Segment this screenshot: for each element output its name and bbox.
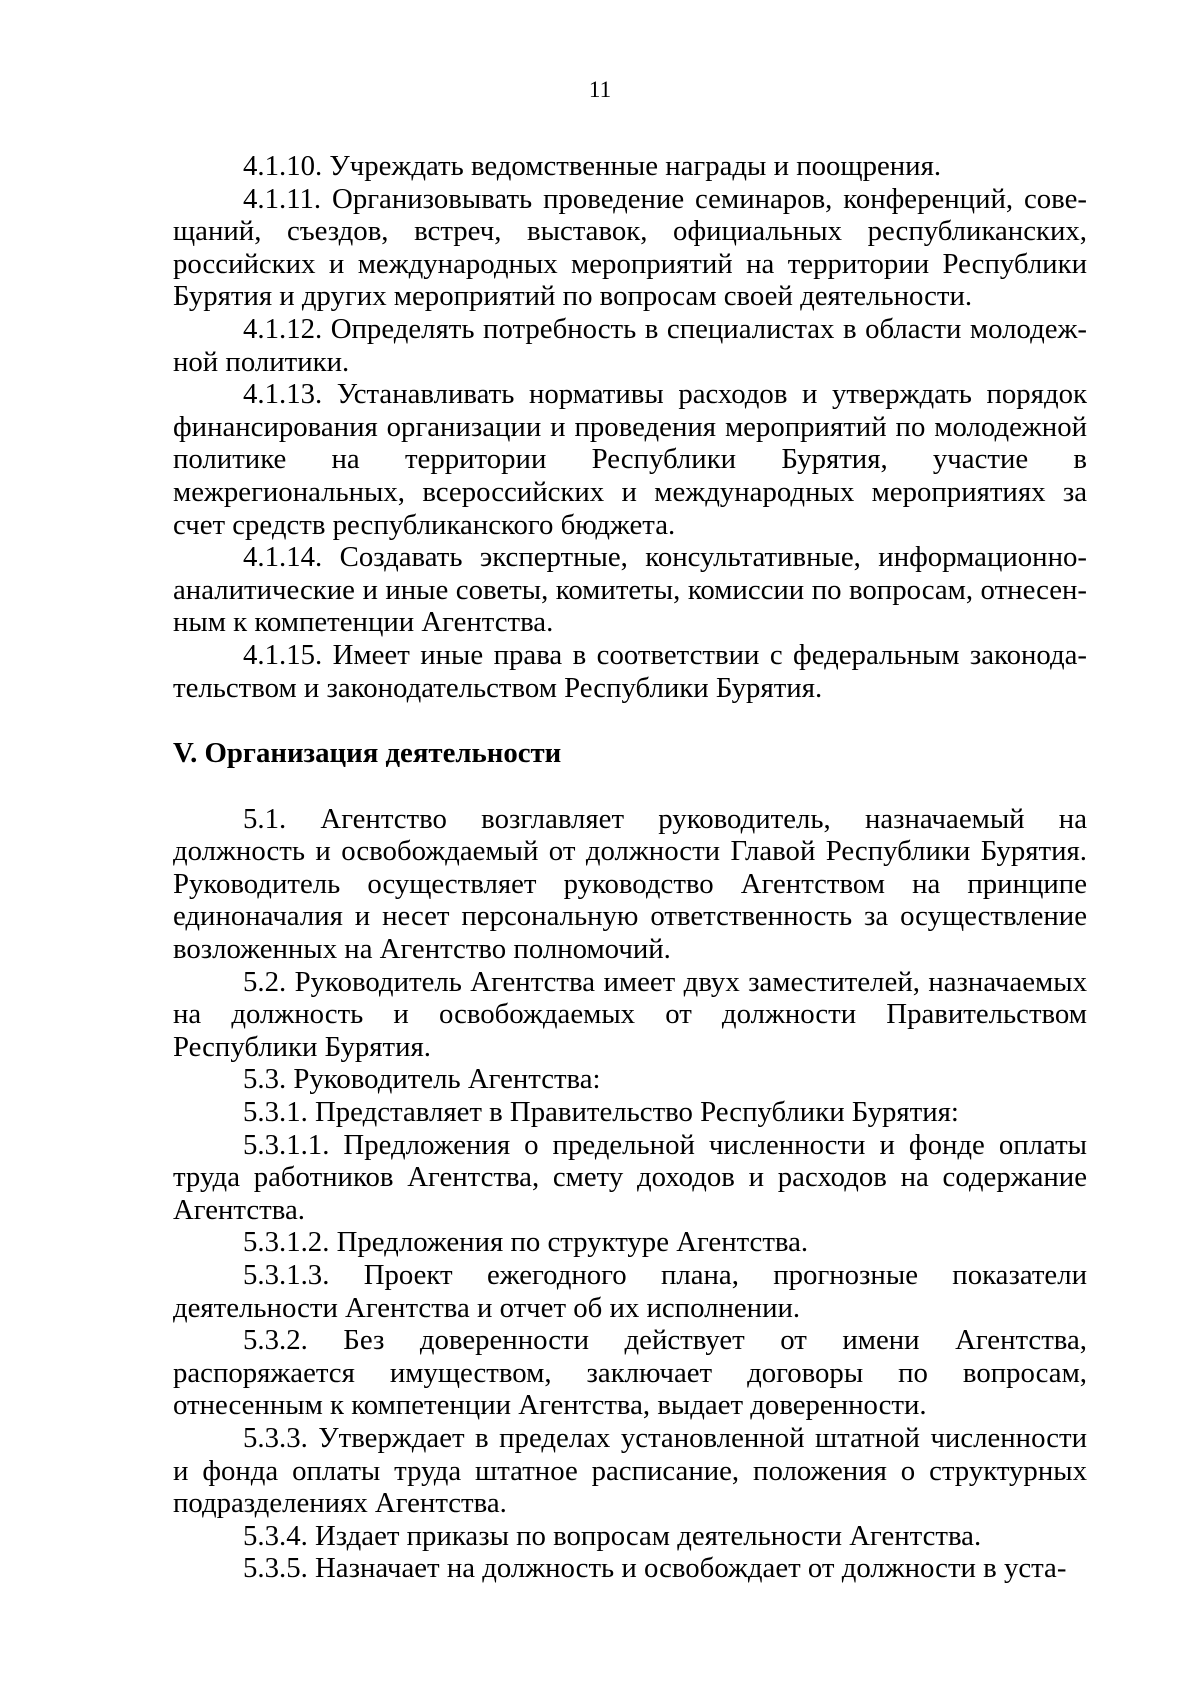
paragraph-4-1-13: 4.1.13. Устанавливать нормативы расходов и утверждать порядок финансирования организации и проведения мероприятий по молодежной политике на территории Республики Бурятия, участие в межрегиональных, всероссийских и международных мероприятиях за счет средств республиканского бюджета. [173, 378, 1087, 541]
paragraph-5-3-1-2: 5.3.1.2. Предложения по структуре Агентства. [243, 1226, 809, 1259]
paragraph-4-1-11: 4.1.11. Организовывать проведение семинаров, конференций, совещаний, съездов, встреч, выставок, официальных республиканских, российских и международных мероприятий на территории Республики Бурятия и других мероприятий по вопросам своей деятельности. [173, 182, 1087, 313]
paragraph-4-1-15: 4.1.15. Имеет иные права в соответствии с федеральным законодательством и законодательством Республики Бурятия. [173, 638, 1087, 704]
paragraph-5-3-1: 5.3.1. Представляет в Правительство Республики Бурятия: [243, 1096, 959, 1129]
paragraph-5-3-1-3: 5.3.1.3. Проект ежегодного плана, прогнозные показатели деятельности Агентства и отчет об их исполнении. [173, 1259, 1087, 1324]
paragraph-5-2: 5.2. Руководитель Агентства имеет двух заместителей, назначаемых на должность и освобождаемых от должности Правительством Республики Бурятия. [173, 965, 1087, 1063]
paragraph-5-3-2: 5.3.2. Без доверенности действует от имени Агентства, распоряжается имуществом, заключает договоры по вопросам, отнесенным к компетенции Агентства, выдает доверенности. [173, 1324, 1087, 1422]
paragraph-5-3-3: 5.3.3. Утверждает в пределах установленной штатной численности и фонда оплаты труда штатное расписание, положения о структурных подразделениях Агентства. [173, 1421, 1087, 1520]
paragraph-4-1-12: 4.1.12. Определять потребность в специалистах в области молодежной политики. [173, 312, 1087, 378]
paragraph-4-1-14: 4.1.14. Создавать экспертные, консультативные, информационно-аналитические и иные советы, комитеты, комиссии по вопросам, отнесенным к компетенции Агентства. [173, 541, 1087, 639]
section-heading: V. Организация деятельности [173, 737, 562, 770]
paragraph-5-3-5: 5.3.5. Назначает на должность и освобождает от должности в уста- [243, 1552, 1067, 1585]
document-body [173, 150, 1087, 1585]
paragraph-5-3: 5.3. Руководитель Агентства: [243, 1063, 601, 1096]
paragraph-5-3-1-1: 5.3.1.1. Предложения о предельной численности и фонде оплаты труда работников Агентства, смету доходов и расходов на содержание Агентства. [173, 1128, 1087, 1226]
page-number: 11 [588, 77, 612, 102]
paragraph-5-3-4: 5.3.4. Издает приказы по вопросам деятельности Агентства. [243, 1519, 982, 1552]
paragraph-4-1-10: 4.1.10. Учреждать ведомственные награды и поощрения. [243, 150, 942, 182]
paragraph-5-1: 5.1. Агентство возглавляет руководитель, назначаемый на должность и освобождаемый от должности Главой Республики Бурятия. Руководитель осуществляет руководство Агентством на принципе единоначалия и несет персональную ответственность за осуществление возложенных на Агентство полномочий. [173, 802, 1087, 966]
